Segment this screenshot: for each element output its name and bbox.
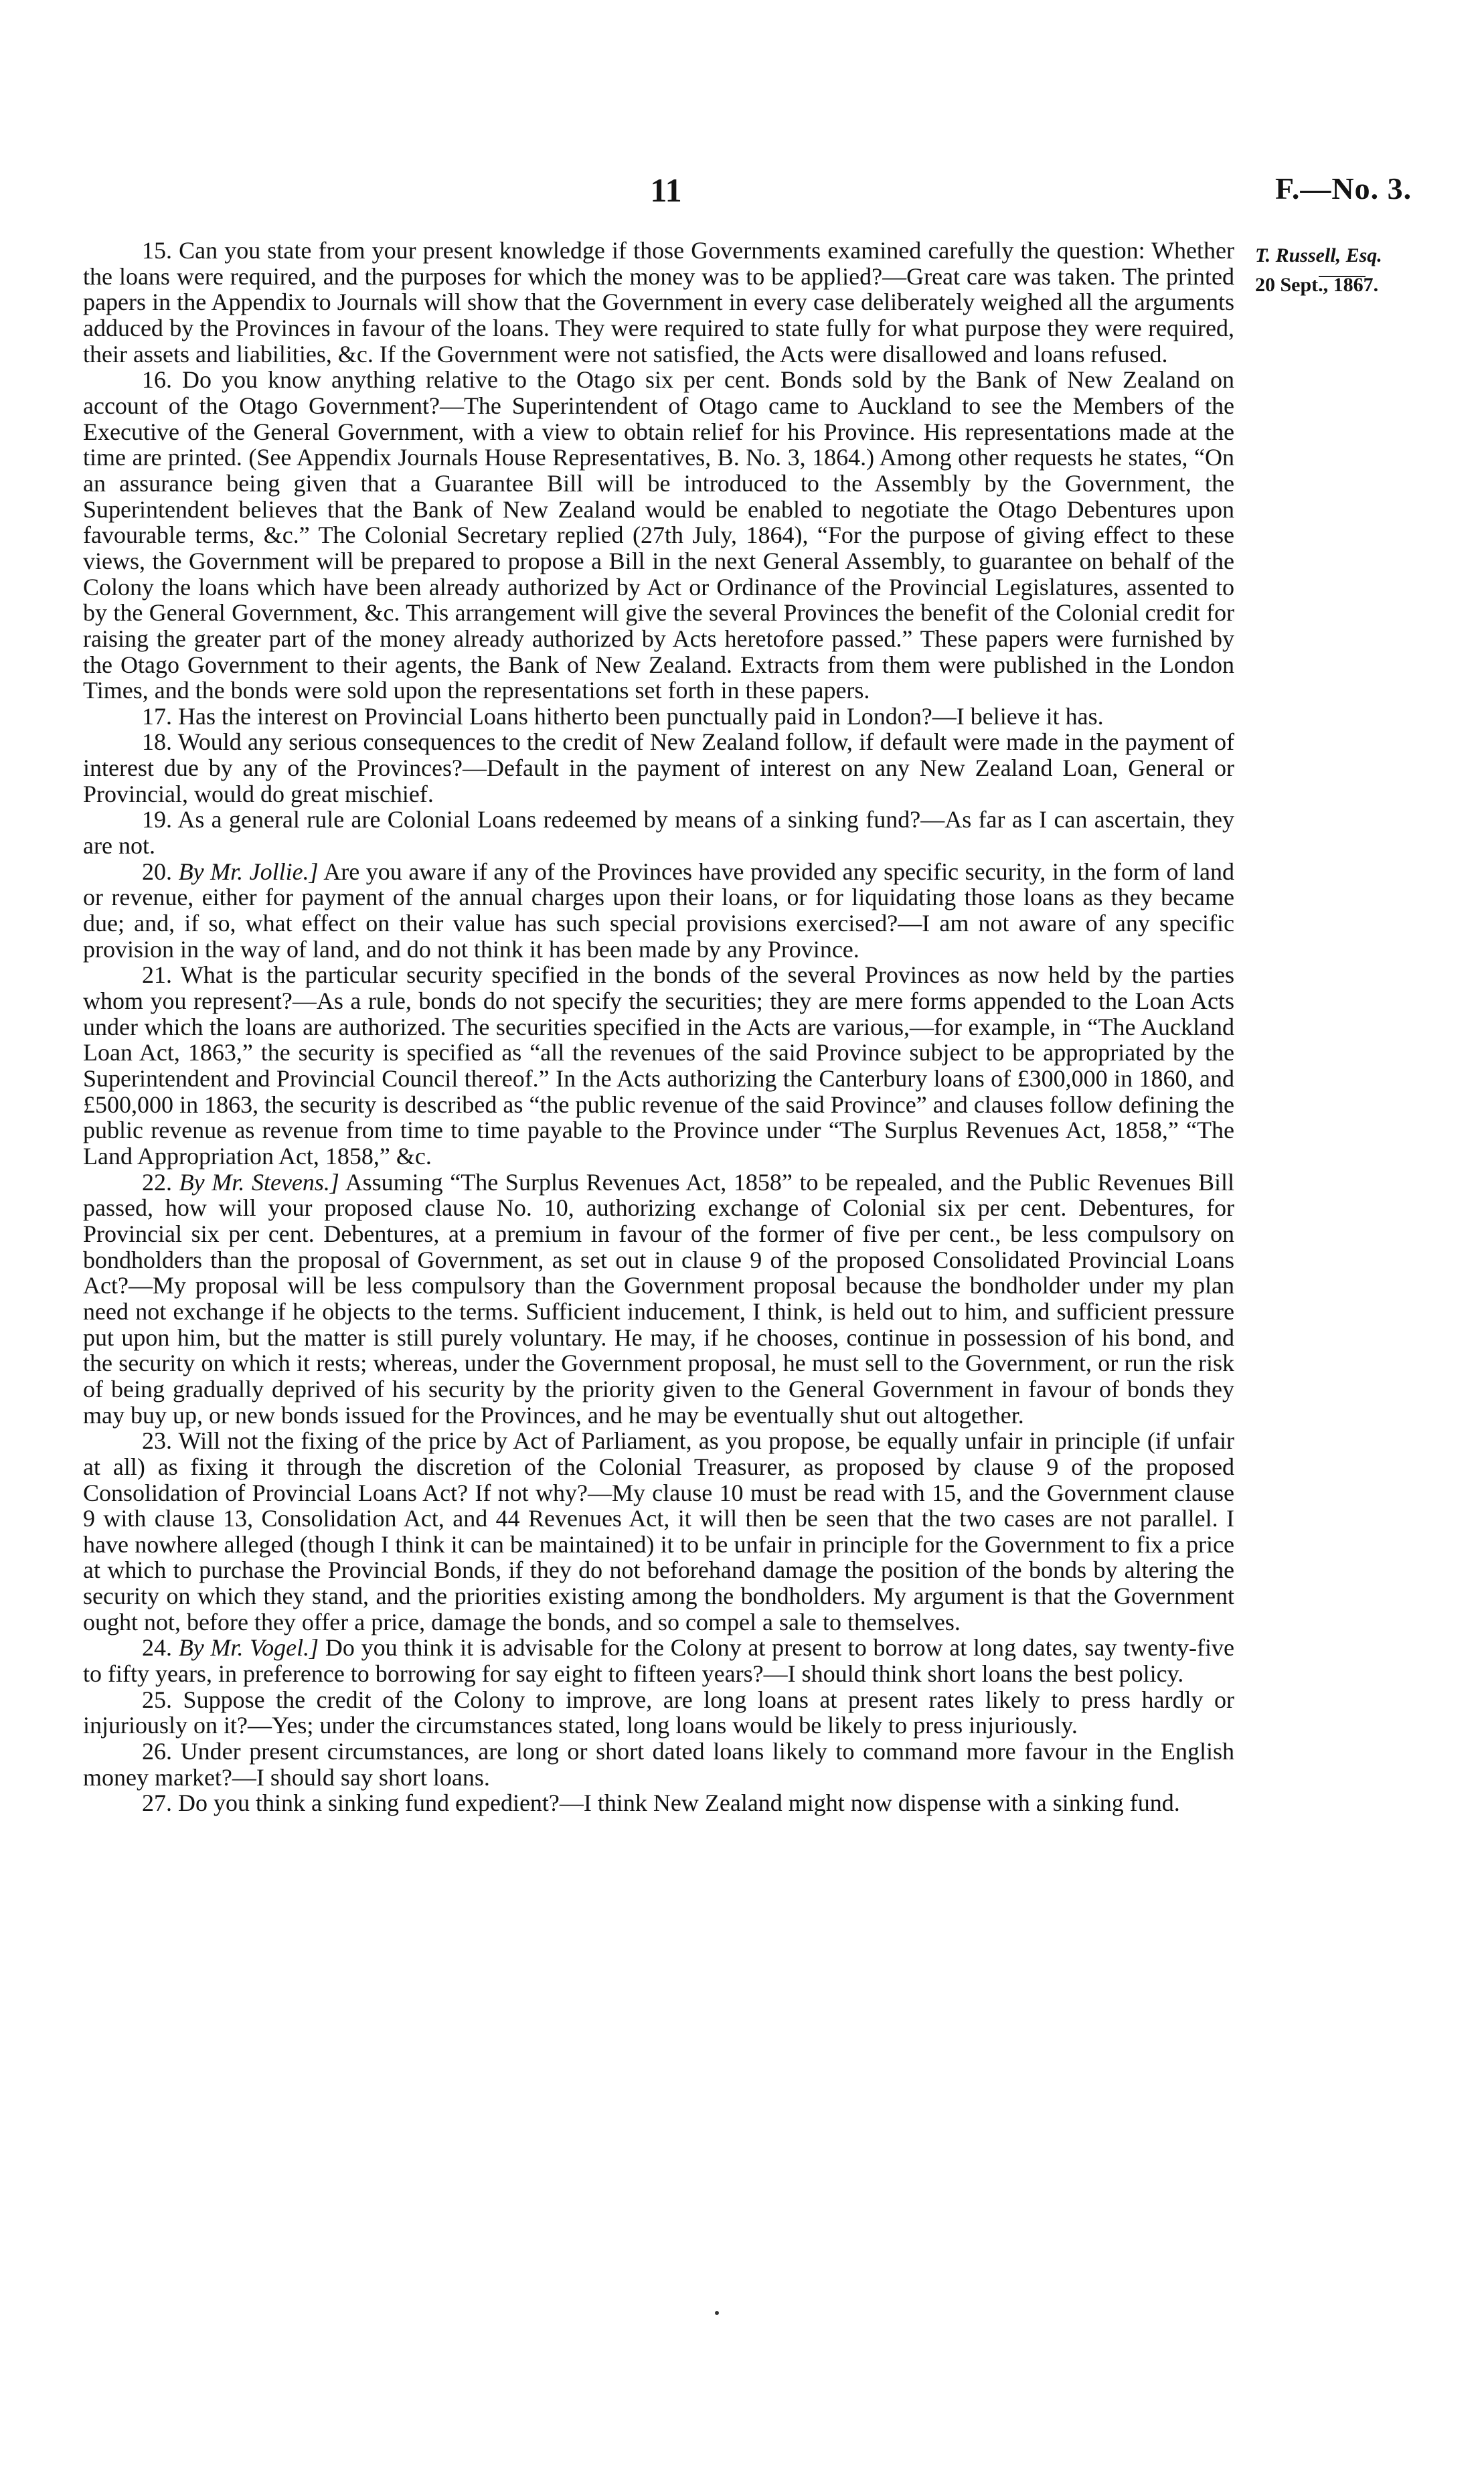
question-number: 16. [142, 366, 172, 394]
question-number: 23. [142, 1427, 172, 1455]
question-text: Are you aware if any of the Provinces have provided any specific security, in the form of land or revenue, either for payment of the annual charges upon their loans, or for liquidating those loans as they became due; and, if so, what effect on their value has such special provisions exercised? [83, 858, 1235, 937]
question-text: Do you think it is advisable for the Colony at present to borrow at long dates, say twenty-five to fifty years, in preference to borrowing for say eight to fifteen years? [83, 1634, 1235, 1688]
questioner: By Mr. Stevens.] [179, 1168, 339, 1196]
question-number: 17. [142, 702, 172, 730]
question-number: 20. [142, 858, 172, 885]
question-text: Can you state from your present knowledge if those Governments examined carefully the question: Whether the loans were required, and the purposes for which the money was to be applied? [83, 237, 1234, 290]
questioner: By Mr. Vogel.] [178, 1634, 319, 1662]
question-text: As a general rule are Colonial Loans redeemed by means of a sinking fund? [177, 806, 921, 833]
question-number: 22. [142, 1168, 172, 1196]
question-number: 18. [142, 728, 172, 756]
answer-text: —I am not aware of any specific provision in the way of land, and do not think it has been made by any Province. [83, 910, 1235, 963]
question-number: 21. [142, 961, 172, 989]
evidence-paragraph-27 [83, 1790, 1234, 1816]
question-number: 27. [142, 1789, 172, 1817]
question-number: 15. [142, 237, 172, 264]
answer-text: —My clause 10 must be read with 15, and the Government clause 9 with clause 13, Consolidation Act, and 44 Revenues Act, it will then be seen that the two cases are not parallel. I have nowhere alleged (though I think it can be maintained) it to be unfair in principle for the Government to fix a price at which to purchase the Provincial Bonds, if they do not beforehand damage the position of the bonds by altering the security on which they stand, and the priorities existing among the bondholders. My argument is that the Government ought not, before they offer a price, damage the bonds, and so compel a sale to themselves. [83, 1479, 1235, 1635]
evidence-paragraph-16 [83, 367, 1234, 704]
witness-name: T. Russell, Esq. [1255, 244, 1382, 266]
evidence-paragraph-19 [83, 807, 1234, 858]
evidence-paragraph-22 [83, 1170, 1234, 1429]
evidence-body [83, 238, 1234, 1816]
page-number: 11 [650, 171, 682, 209]
question-text: Will not the fixing of the price by Act of Parliament, as you propose, be equally unfair in principle (if unfair at all) as fixing it through the discretion of the Colonial Treasurer, as proposed by clause 9 of the proposed Consolidation of Provincial Loans Act? If not why? [83, 1427, 1234, 1506]
question-number: 24. [142, 1634, 172, 1662]
answer-text: —I should say short loans. [232, 1763, 490, 1791]
answer-text: —I believe it has. [932, 702, 1104, 730]
paper-reference: F.—No. 3. [1275, 171, 1412, 206]
answer-text: —I think New Zealand might now dispense with a sinking fund. [559, 1789, 1180, 1817]
question-text: Has the interest on Provincial Loans hitherto been punctually paid in London? [178, 702, 932, 730]
question-text: Do you know anything relative to the Otago six per cent. Bonds sold by the Bank of New Zealand on account of the Otago Government? [83, 366, 1234, 419]
page-mark-dot [715, 2311, 719, 2315]
evidence-paragraph-24 [83, 1635, 1234, 1686]
question-text: Under present circumstances, are long or short dated loans likely to command more favour in the English money market? [83, 1738, 1235, 1791]
question-number: 26. [142, 1738, 172, 1765]
evidence-paragraph-23 [83, 1428, 1234, 1635]
answer-text: —I should think short loans the best policy. [763, 1660, 1184, 1688]
evidence-date: 20 Sept., 1867. [1255, 274, 1379, 296]
evidence-paragraph-20 [83, 859, 1234, 963]
question-text: Suppose the credit of the Colony to improve, are long loans at present rates likely to press hardly or injuriously on it? [83, 1686, 1235, 1739]
answer-text: —Default in the payment of interest on any New Zealand Loan, General or Provincial, would do great mischief. [83, 754, 1234, 807]
question-text: Assuming “The Surplus Revenues Act, 1858” to be repealed, and the Public Revenues Bill passed, how will your proposed clause No. 10, authorizing exchange of Colonial six per cent. Debentures, for Provincial six per cent. Debentures, at a premium in favour of the former of five per cent., be less compulsory on bondholders than the proposal of Government, as set out in clause 9 of the proposed Consolidated Provincial Loans Act? [83, 1168, 1235, 1299]
question-number: 19. [142, 806, 172, 833]
question-number: 25. [142, 1686, 172, 1713]
questioner: By Mr. Jollie.] [178, 858, 319, 885]
evidence-paragraph-17 [83, 704, 1234, 730]
answer-text: —Yes; under the circumstances stated, long loans would be likely to press injuriously. [248, 1712, 1078, 1739]
answer-text: —As a rule, bonds do not specify the securities; they are mere forms appended to the Loan Acts under which the loans are authorized. The securities specified in the Acts are various,—for example, in “The Auckland Loan Act, 1863,” the security is specified as “all the revenues of the said Province subject to be appropriated by the Superintendent and Provincial Council thereof.” In the Acts authorizing the Canterbury loans of £300,000 in 1860, and £500,000 in 1863, the security is described as “the public revenue of the said Province” and clauses follow defining the public revenue as revenue from time to time payable to the Province under “The Surplus Revenues Act, 1858,” “The Land Appropriation Act, 1858,” &c. [83, 987, 1234, 1170]
evidence-paragraph-21 [83, 962, 1234, 1169]
answer-text: —The Superintendent of Otago came to Auckland to see the Members of the Executive of the General Government, with a view to obtain relief for his Province. His representations made at the time are printed. (See Appendix Journals House Representatives, B. No. 3, 1864.) Among other requests he states, “On an assurance being given that a Guarantee Bill will be introduced to the Assembly by the Government, the Superintendent believes that the Bank of New Zealand would be enabled to negotiate the Otago Debentures upon favourable terms, &c.” The Colonial Secretary replied (27th July, 1864), “For the purpose of giving effect to these views, the Government will be prepared to propose a Bill in the next General Assembly, to guarantee on behalf of the Colony the loans which have been already authorized by Act or Ordinance of the Provincial Legislatures, assented to by the General Government, &c. This arrangement will give the several Provinces the benefit of the Colonial credit for raising the greater part of the money already authorized by Acts heretofore passed.” These papers were furnished by the Otago Government to their agents, the Bank of New Zealand. Extracts from them were published in the London Times, and the bonds were sold upon the representations set forth in these papers. [83, 392, 1234, 704]
evidence-paragraph-26 [83, 1739, 1234, 1790]
answer-text: —As far as I can ascertain, they are not. [83, 806, 1234, 860]
answer-text: —Great care was taken. The printed papers in the Appendix to Journals will show that the Government in every case deliberately weighed all the arguments adduced by the Provinces in favour of the loans. They were required to state fully for what purpose they were required, their assets and liabilities, &c. If the Government were not satisfied, the Acts were disallowed and loans refused. [83, 262, 1234, 368]
question-text: Do you think a sinking fund expedient? [178, 1789, 560, 1817]
question-text: What is the particular security specified in the bonds of the several Provinces as now held by the parties whom you represent? [83, 961, 1235, 1015]
evidence-paragraph-18 [83, 729, 1234, 807]
question-text: Would any serious consequences to the credit of New Zealand follow, if default were made in the payment of interest due by any of the Provinces? [83, 728, 1234, 782]
evidence-paragraph-25 [83, 1687, 1234, 1739]
margin-note [1255, 236, 1476, 305]
answer-text: —My proposal will be less compulsory than the Government proposal because the bondholder under my plan need not exchange if he objects to the terms. Sufficient inducement, I think, is held out to him, and sufficient pressure put upon him, but the matter is still purely voluntary. He may, if he chooses, continue in possession of his bond, and the security on which it rests; whereas, under the Government proposal, he must sell to the Government, or run the risk of being gradually deprived of his security by the priority given to the General Government in favour of bonds they may buy up, or new bonds issued for the Provinces, and he may be eventually shut out altogether. [83, 1272, 1234, 1429]
evidence-paragraph-15 [83, 238, 1234, 367]
